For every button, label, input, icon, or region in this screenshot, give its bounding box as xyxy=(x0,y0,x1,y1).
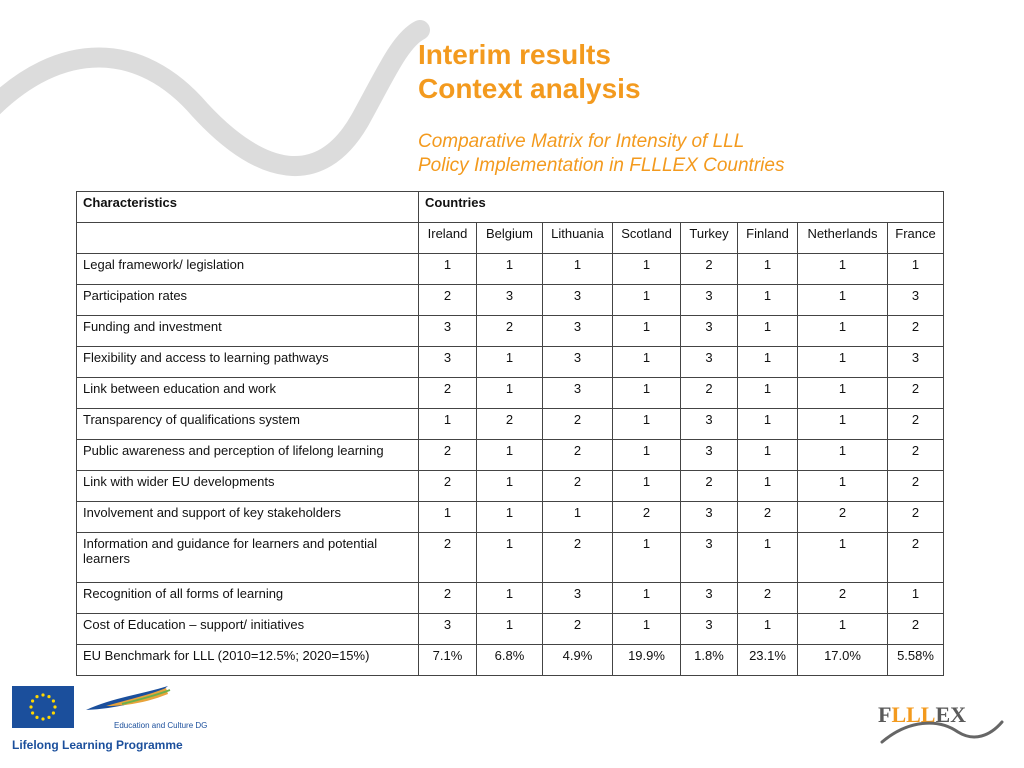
value-cell: 2 xyxy=(681,254,738,285)
row-label: Transparency of qualifications system xyxy=(77,409,419,440)
value-cell: 1 xyxy=(477,471,543,502)
value-cell: 1 xyxy=(419,254,477,285)
value-cell: 3 xyxy=(681,614,738,645)
value-cell: 1 xyxy=(613,378,681,409)
table-row xyxy=(77,254,944,285)
value-cell: 3 xyxy=(681,533,738,583)
value-cell: 2 xyxy=(543,471,613,502)
value-cell: 1 xyxy=(798,409,888,440)
value-cell: 2 xyxy=(888,316,944,347)
value-cell: 2 xyxy=(888,378,944,409)
value-cell: 1 xyxy=(477,254,543,285)
llp-label: Lifelong Learning Programme xyxy=(12,738,183,752)
value-cell: 1 xyxy=(477,347,543,378)
value-cell: 1 xyxy=(613,533,681,583)
value-cell: 2 xyxy=(419,533,477,583)
page-subtitle xyxy=(418,130,784,178)
decorative-swoosh xyxy=(0,0,430,200)
value-cell: 3 xyxy=(681,285,738,316)
matrix-body xyxy=(77,254,944,676)
eu-stars-icon xyxy=(12,686,74,728)
country-header-lithuania: Lithuania xyxy=(543,223,613,254)
value-cell: 1 xyxy=(888,583,944,614)
value-cell: 1 xyxy=(613,440,681,471)
value-cell: 2 xyxy=(419,471,477,502)
value-cell: 3 xyxy=(681,347,738,378)
value-cell: 2 xyxy=(888,614,944,645)
page-title xyxy=(418,38,641,106)
value-cell: 1 xyxy=(477,440,543,471)
table-row xyxy=(77,583,944,614)
value-cell: 1 xyxy=(738,409,798,440)
table-row xyxy=(77,285,944,316)
value-cell: 2 xyxy=(888,471,944,502)
value-cell: 3 xyxy=(419,614,477,645)
value-cell: 3 xyxy=(543,316,613,347)
value-cell: 2 xyxy=(613,502,681,533)
empty-header-cell xyxy=(77,223,419,254)
table-row xyxy=(77,645,944,676)
value-cell: 2 xyxy=(419,378,477,409)
value-cell: 2 xyxy=(543,614,613,645)
value-cell: 1 xyxy=(738,347,798,378)
value-cell: 1 xyxy=(798,285,888,316)
value-cell: 1 xyxy=(419,409,477,440)
title-line-2: Context analysis xyxy=(418,73,641,104)
flllex-logo-mid: LLL xyxy=(891,702,936,727)
value-cell: 3 xyxy=(477,285,543,316)
row-label: Public awareness and perception of lifelong learning xyxy=(77,440,419,471)
value-cell: 2 xyxy=(738,502,798,533)
value-cell: 3 xyxy=(543,347,613,378)
header-countries: Countries xyxy=(419,192,944,223)
table-row xyxy=(77,409,944,440)
table-row xyxy=(77,347,944,378)
value-cell: 2 xyxy=(798,583,888,614)
value-cell: 7.1% xyxy=(419,645,477,676)
table-row xyxy=(77,471,944,502)
value-cell: 1 xyxy=(738,316,798,347)
table-row xyxy=(77,502,944,533)
row-label: EU Benchmark for LLL (2010=12.5%; 2020=15%) xyxy=(77,645,419,676)
value-cell: 1 xyxy=(543,254,613,285)
value-cell: 1 xyxy=(543,502,613,533)
country-header-row xyxy=(77,223,944,254)
value-cell: 1.8% xyxy=(681,645,738,676)
table-row xyxy=(77,614,944,645)
value-cell: 3 xyxy=(681,583,738,614)
value-cell: 1 xyxy=(477,614,543,645)
value-cell: 1 xyxy=(798,614,888,645)
flllex-logo-right: EX xyxy=(935,702,967,727)
value-cell: 2 xyxy=(543,409,613,440)
row-label: Link between education and work xyxy=(77,378,419,409)
dg-label: Education and Culture DG xyxy=(114,721,208,730)
value-cell: 1 xyxy=(613,254,681,285)
value-cell: 2 xyxy=(543,533,613,583)
value-cell: 2 xyxy=(419,440,477,471)
value-cell: 19.9% xyxy=(613,645,681,676)
title-line-1: Interim results xyxy=(418,39,611,70)
value-cell: 3 xyxy=(888,285,944,316)
value-cell: 2 xyxy=(888,533,944,583)
table-row xyxy=(77,440,944,471)
table-row xyxy=(77,378,944,409)
value-cell: 5.58% xyxy=(888,645,944,676)
value-cell: 1 xyxy=(613,471,681,502)
value-cell: 2 xyxy=(681,471,738,502)
flllex-logo-left: F xyxy=(878,702,892,727)
value-cell: 1 xyxy=(738,440,798,471)
value-cell: 1 xyxy=(798,347,888,378)
subtitle-line-2: Policy Implementation in FLLLEX Countries xyxy=(418,155,785,176)
value-cell: 3 xyxy=(419,316,477,347)
value-cell: 3 xyxy=(681,502,738,533)
value-cell: 1 xyxy=(477,378,543,409)
value-cell: 4.9% xyxy=(543,645,613,676)
flllex-swoosh xyxy=(878,716,1006,746)
value-cell: 1 xyxy=(888,254,944,285)
row-label: Funding and investment xyxy=(77,316,419,347)
value-cell: 1 xyxy=(738,533,798,583)
value-cell: 2 xyxy=(888,502,944,533)
value-cell: 1 xyxy=(798,533,888,583)
value-cell: 2 xyxy=(543,440,613,471)
value-cell: 1 xyxy=(798,440,888,471)
value-cell: 3 xyxy=(681,409,738,440)
eu-flag-logo xyxy=(12,686,74,728)
value-cell: 3 xyxy=(888,347,944,378)
value-cell: 1 xyxy=(613,614,681,645)
value-cell: 3 xyxy=(681,440,738,471)
value-cell: 1 xyxy=(613,583,681,614)
value-cell: 3 xyxy=(543,583,613,614)
value-cell: 3 xyxy=(543,285,613,316)
value-cell: 1 xyxy=(477,533,543,583)
value-cell: 2 xyxy=(888,409,944,440)
row-label: Cost of Education – support/ initiatives xyxy=(77,614,419,645)
value-cell: 1 xyxy=(738,614,798,645)
row-label: Flexibility and access to learning pathways xyxy=(77,347,419,378)
row-label: Legal framework/ legislation xyxy=(77,254,419,285)
value-cell: 2 xyxy=(477,409,543,440)
value-cell: 1 xyxy=(613,409,681,440)
value-cell: 1 xyxy=(798,254,888,285)
value-cell: 23.1% xyxy=(738,645,798,676)
row-label: Link with wider EU developments xyxy=(77,471,419,502)
row-label: Involvement and support of key stakeholders xyxy=(77,502,419,533)
value-cell: 1 xyxy=(477,502,543,533)
value-cell: 1 xyxy=(613,347,681,378)
value-cell: 1 xyxy=(738,254,798,285)
value-cell: 6.8% xyxy=(477,645,543,676)
value-cell: 1 xyxy=(798,378,888,409)
value-cell: 17.0% xyxy=(798,645,888,676)
header-characteristics: Characteristics xyxy=(77,192,419,223)
subtitle-line-1: Comparative Matrix for Intensity of LLL xyxy=(418,131,745,152)
value-cell: 2 xyxy=(888,440,944,471)
value-cell: 2 xyxy=(798,502,888,533)
country-header-ireland: Ireland xyxy=(419,223,477,254)
value-cell: 3 xyxy=(543,378,613,409)
value-cell: 1 xyxy=(613,316,681,347)
value-cell: 2 xyxy=(477,316,543,347)
country-header-belgium: Belgium xyxy=(477,223,543,254)
value-cell: 3 xyxy=(419,347,477,378)
table-row xyxy=(77,316,944,347)
value-cell: 2 xyxy=(419,285,477,316)
country-header-france: France xyxy=(888,223,944,254)
value-cell: 1 xyxy=(419,502,477,533)
value-cell: 1 xyxy=(798,471,888,502)
value-cell: 1 xyxy=(477,583,543,614)
value-cell: 1 xyxy=(738,471,798,502)
value-cell: 2 xyxy=(738,583,798,614)
value-cell: 2 xyxy=(681,378,738,409)
country-header-turkey: Turkey xyxy=(681,223,738,254)
row-label: Recognition of all forms of learning xyxy=(77,583,419,614)
value-cell: 2 xyxy=(419,583,477,614)
country-header-finland: Finland xyxy=(738,223,798,254)
value-cell: 3 xyxy=(681,316,738,347)
country-header-scotland: Scotland xyxy=(613,223,681,254)
value-cell: 1 xyxy=(613,285,681,316)
value-cell: 1 xyxy=(738,378,798,409)
value-cell: 1 xyxy=(738,285,798,316)
row-label: Information and guidance for learners and potential learners xyxy=(77,533,419,583)
value-cell: 1 xyxy=(798,316,888,347)
table-row xyxy=(77,533,944,583)
country-header-netherlands: Netherlands xyxy=(798,223,888,254)
row-label: Participation rates xyxy=(77,285,419,316)
comparative-matrix-table xyxy=(76,191,944,676)
